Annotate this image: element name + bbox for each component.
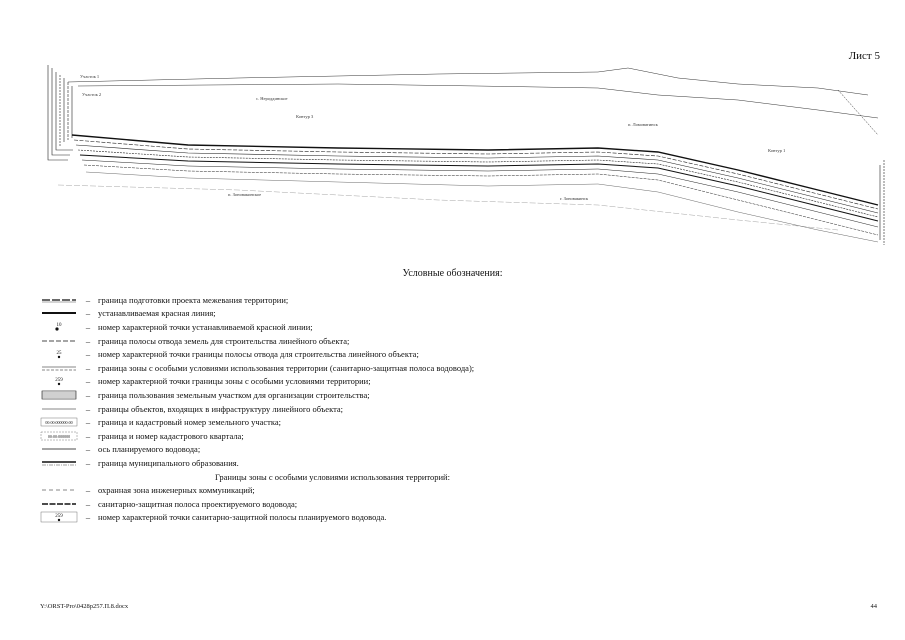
zone-point-symbol [40, 375, 78, 387]
legend-item-text: граница и кадастровый номер земельного участка; [98, 417, 282, 428]
legend-dash: – [85, 294, 91, 305]
legend-item [40, 443, 900, 457]
legend-dash: – [85, 403, 91, 414]
legend-item-text: охранная зона инженерных коммуникаций; [98, 485, 255, 496]
legend-dash: – [85, 444, 91, 455]
legend-title: Условные обозначения: [402, 268, 503, 279]
parcel-icon [40, 416, 78, 428]
legend-item [40, 388, 900, 402]
legend-dash: – [85, 376, 91, 387]
strip-symbol [40, 335, 78, 347]
legend-item-text: санитарно-защитная полоса проектируемого водовода; [98, 498, 298, 509]
security-icon [40, 484, 78, 496]
boundary-project-symbol [40, 294, 78, 306]
legend-item-text: номер характерной точки границы зоны с особыми условиями территории; [98, 376, 371, 387]
drawing-label: с. Нероддинское [256, 96, 288, 101]
drawing-svg [38, 60, 888, 250]
drawing-label: п. Зоновакинское [228, 192, 262, 197]
boundary-project-icon [40, 294, 78, 306]
strip-icon [40, 335, 78, 347]
infra-symbol [40, 403, 78, 415]
legend-item [40, 293, 900, 307]
svg-text:259: 259 [55, 378, 63, 384]
legend-item-text: граница муниципального образования. [98, 457, 239, 468]
legend-item-text: устанавливаемая красная линия; [98, 308, 216, 319]
legend-dash: – [85, 308, 91, 319]
zone-icon [40, 362, 78, 374]
legend-dash: – [85, 485, 91, 496]
sanitary-icon [40, 498, 78, 510]
legend-dash: – [85, 457, 91, 468]
drawing-label: Участок 2 [82, 92, 102, 97]
legend-item [40, 511, 900, 525]
legend-item-text: граница подготовки проекта межевания территории; [98, 294, 289, 305]
file-path: Y:\ORST-Pro\0428p257.П.8.docx [40, 603, 129, 610]
page-number: 44 [870, 603, 877, 610]
drawing-label: г. Зоновакинск [560, 196, 588, 201]
sanitary-symbol [40, 498, 78, 510]
svg-text:00:00:000000: 00:00:000000 [47, 433, 71, 439]
left-boundary [48, 65, 73, 160]
security-symbol [40, 484, 78, 496]
right-boundary [880, 160, 884, 245]
strip-point-symbol [40, 348, 78, 360]
red-line-icon [40, 307, 78, 319]
legend-dash: – [85, 349, 91, 360]
legend-item [40, 375, 900, 389]
quarter-symbol [40, 430, 78, 442]
legend-dash: – [85, 335, 91, 346]
legend-item [40, 402, 900, 416]
legend-item-text: номер характерной точки санитарно-защитной полосы планируемого водовода. [98, 512, 387, 523]
legend-item-text: номер характерной точки устанавливаемой красной линии; [98, 321, 313, 332]
legend-item [40, 483, 900, 497]
sheet-label: Лист 5 [848, 50, 880, 62]
legend-item [40, 307, 900, 321]
legend-item [40, 429, 900, 443]
legend-item-text: границы объектов, входящих в инфраструктуру линейного объекта; [98, 403, 344, 414]
hatch-symbol [40, 389, 78, 401]
legend-item-text: номер характерной точки границы полосы отвода для строительства линейного объекта; [98, 349, 419, 360]
legend-item [40, 497, 900, 511]
parcel-symbol [40, 416, 78, 428]
red-point-icon [40, 321, 78, 333]
red-point-symbol [40, 321, 78, 333]
legend-item [40, 347, 900, 361]
drawing-label: Контур 3 [296, 114, 314, 119]
svg-text:259: 259 [55, 514, 63, 520]
legend-dash: – [85, 430, 91, 441]
legend-item [40, 415, 900, 429]
legend-item-text: граница пользования земельным участком для организации строительства; [98, 389, 370, 400]
svg-text:25: 25 [56, 351, 62, 357]
svg-text:10: 10 [56, 322, 62, 328]
legend-dash: – [85, 498, 91, 509]
legend-item-text: граница полосы отвода земель для строительства линейного объекта; [98, 335, 350, 346]
legend [40, 293, 900, 524]
zone-point-icon [40, 375, 78, 387]
zone-symbol [40, 362, 78, 374]
axis-symbol [40, 443, 78, 455]
cadastral-drawing [38, 60, 888, 250]
legend-dash: – [85, 362, 91, 373]
legend-item [40, 361, 900, 375]
legend-dash: – [85, 321, 91, 332]
sanitary-point-symbol [40, 511, 78, 523]
legend-dash: – [85, 389, 91, 400]
strip-point-icon [40, 348, 78, 360]
legend-item-text: граница и номер кадастрового квартала; [98, 430, 244, 441]
sanitary-point-icon [40, 511, 78, 523]
corridor-lines [58, 135, 878, 242]
drawing-label: Участок 1 [80, 74, 100, 79]
quarter-icon [40, 430, 78, 442]
axis-icon [40, 443, 78, 455]
municipal-symbol [40, 457, 78, 469]
red-line-symbol [40, 307, 78, 319]
hatch-icon [40, 389, 78, 401]
legend-item [40, 334, 900, 348]
infra-icon [40, 403, 78, 415]
legend-dash: – [85, 417, 91, 428]
municipal-icon [40, 457, 78, 469]
upper-boundary [68, 68, 878, 135]
svg-text:00:00:000000:00: 00:00:000000:00 [45, 420, 73, 426]
legend-dash: – [85, 512, 91, 523]
legend-subheading: Границы зоны с особыми условиями использования территорий: [215, 471, 450, 482]
legend-item [40, 456, 900, 470]
legend-item-text: ось планируемого водовода; [98, 444, 201, 455]
drawing-label: п. Ломоватинск [628, 122, 658, 127]
drawing-label: Контур 1 [768, 148, 786, 153]
legend-item-text: граница зоны с особыми условиями использования территории (санитарно-защитная полоса водовода); [98, 362, 475, 373]
legend-item [40, 320, 900, 334]
